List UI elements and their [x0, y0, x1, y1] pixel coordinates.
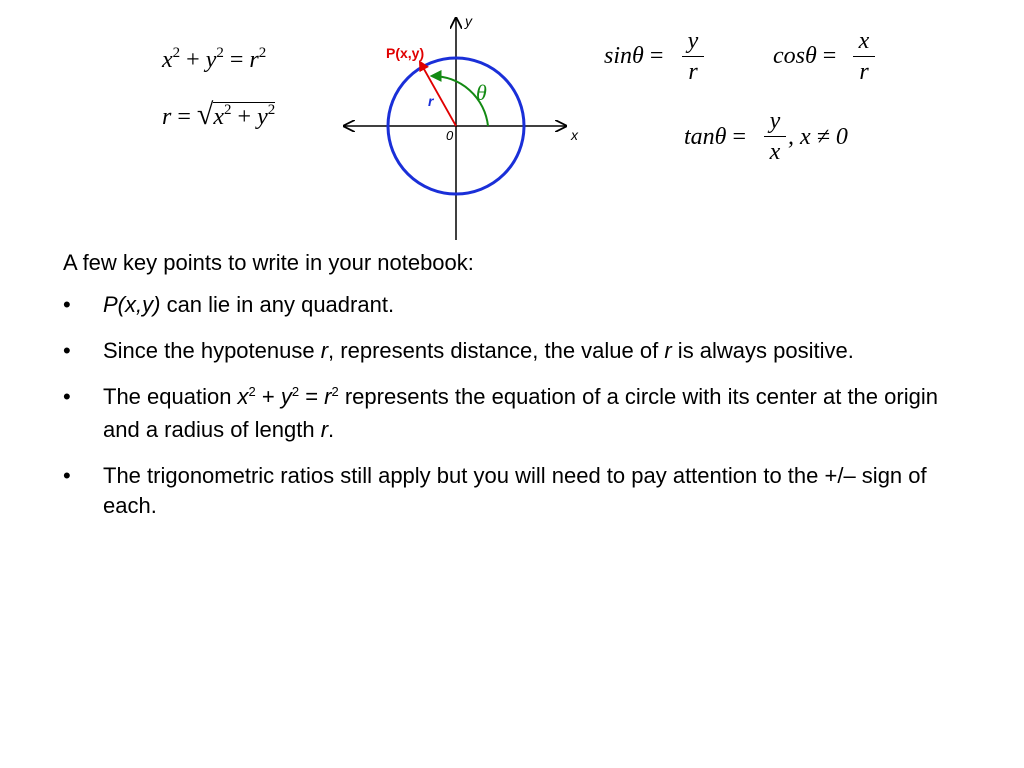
numerator: y	[769, 108, 781, 134]
text: +	[255, 384, 281, 409]
point-label: P(x,y)	[386, 45, 425, 61]
text: can lie in any quadrant.	[160, 292, 395, 317]
tan-formula	[684, 125, 746, 149]
notes-section	[63, 248, 973, 537]
fraction-bar	[682, 56, 704, 57]
notes-list	[63, 290, 973, 521]
point-term: P(x,y)	[103, 292, 161, 317]
tan-fraction	[764, 108, 786, 165]
sin-fraction	[682, 28, 704, 85]
var-r: r	[324, 384, 332, 409]
exponent: 2	[258, 45, 267, 61]
fn-name: cos	[773, 43, 805, 69]
numerator: x	[858, 28, 870, 54]
fraction-bar	[764, 136, 786, 137]
equals-sign: =	[822, 43, 837, 69]
fn-name: sin	[604, 43, 633, 69]
exponent: 2	[224, 102, 232, 118]
theta-label: θ	[476, 80, 487, 105]
exponent: 2	[172, 45, 181, 61]
var-x: x	[237, 384, 249, 409]
equals-sign: =	[649, 43, 664, 69]
var-x: x	[162, 47, 173, 73]
text: The equation	[103, 384, 238, 409]
origin-label: 0	[446, 128, 454, 143]
equals-sign: =	[229, 47, 244, 73]
list-item	[63, 461, 973, 521]
exponent: 2	[216, 45, 224, 61]
exponent: 2	[291, 384, 300, 399]
radius-label: r	[428, 93, 434, 109]
bullet: •	[63, 292, 71, 317]
list-item	[63, 290, 973, 320]
denominator: r	[688, 59, 698, 85]
sqrt-sign: √	[196, 98, 214, 131]
text: represents the equation of a circle with its center at the origin and a radius of length	[103, 384, 938, 442]
notes-intro: A few key points to write in your notebook:	[63, 250, 474, 275]
plus-sign: +	[237, 104, 252, 130]
text: is always positive.	[671, 338, 854, 363]
var-r: r	[162, 104, 172, 130]
denominator: x	[769, 139, 781, 165]
bullet: •	[63, 338, 71, 363]
bullet: •	[63, 463, 71, 488]
plus-sign: +	[186, 47, 200, 73]
var-r: r	[249, 47, 259, 73]
var-y: y	[280, 384, 292, 409]
sin-formula	[604, 44, 663, 68]
exponent: 2	[331, 384, 339, 399]
equals-sign: =	[732, 124, 747, 150]
var-r: r	[664, 338, 672, 363]
theta: θ	[805, 43, 817, 69]
cos-fraction	[853, 28, 875, 85]
cos-formula	[773, 44, 836, 68]
denominator: r	[859, 59, 869, 85]
var-y: y	[205, 47, 217, 73]
fraction-bar	[853, 56, 875, 57]
list-item	[63, 336, 973, 366]
var-y: y	[257, 104, 268, 130]
exponent: 2	[267, 102, 276, 118]
numerator: y	[687, 28, 699, 54]
radius-line	[420, 62, 456, 126]
tan-condition: , x ≠ 0	[788, 124, 848, 150]
equals-sign: =	[177, 104, 191, 130]
var-r: r	[320, 338, 329, 363]
text: =	[299, 384, 325, 409]
var-r: r	[320, 417, 329, 442]
bullet: •	[63, 384, 71, 409]
text: , represents distance, the value of	[328, 338, 665, 363]
theta: θ	[714, 124, 727, 150]
text: Since the hypotenuse	[103, 338, 321, 363]
exponent: 2	[248, 384, 256, 399]
theta: θ	[632, 43, 644, 69]
fn-name: tan	[684, 124, 715, 150]
y-axis-label: y	[465, 13, 472, 29]
var-x: x	[213, 104, 225, 130]
text: The trigonometric ratios still apply but you will need to pay attention to the +/– sign of each.	[103, 463, 927, 518]
x-axis-label: x	[571, 127, 578, 143]
list-item	[63, 382, 973, 445]
text: .	[328, 417, 335, 442]
